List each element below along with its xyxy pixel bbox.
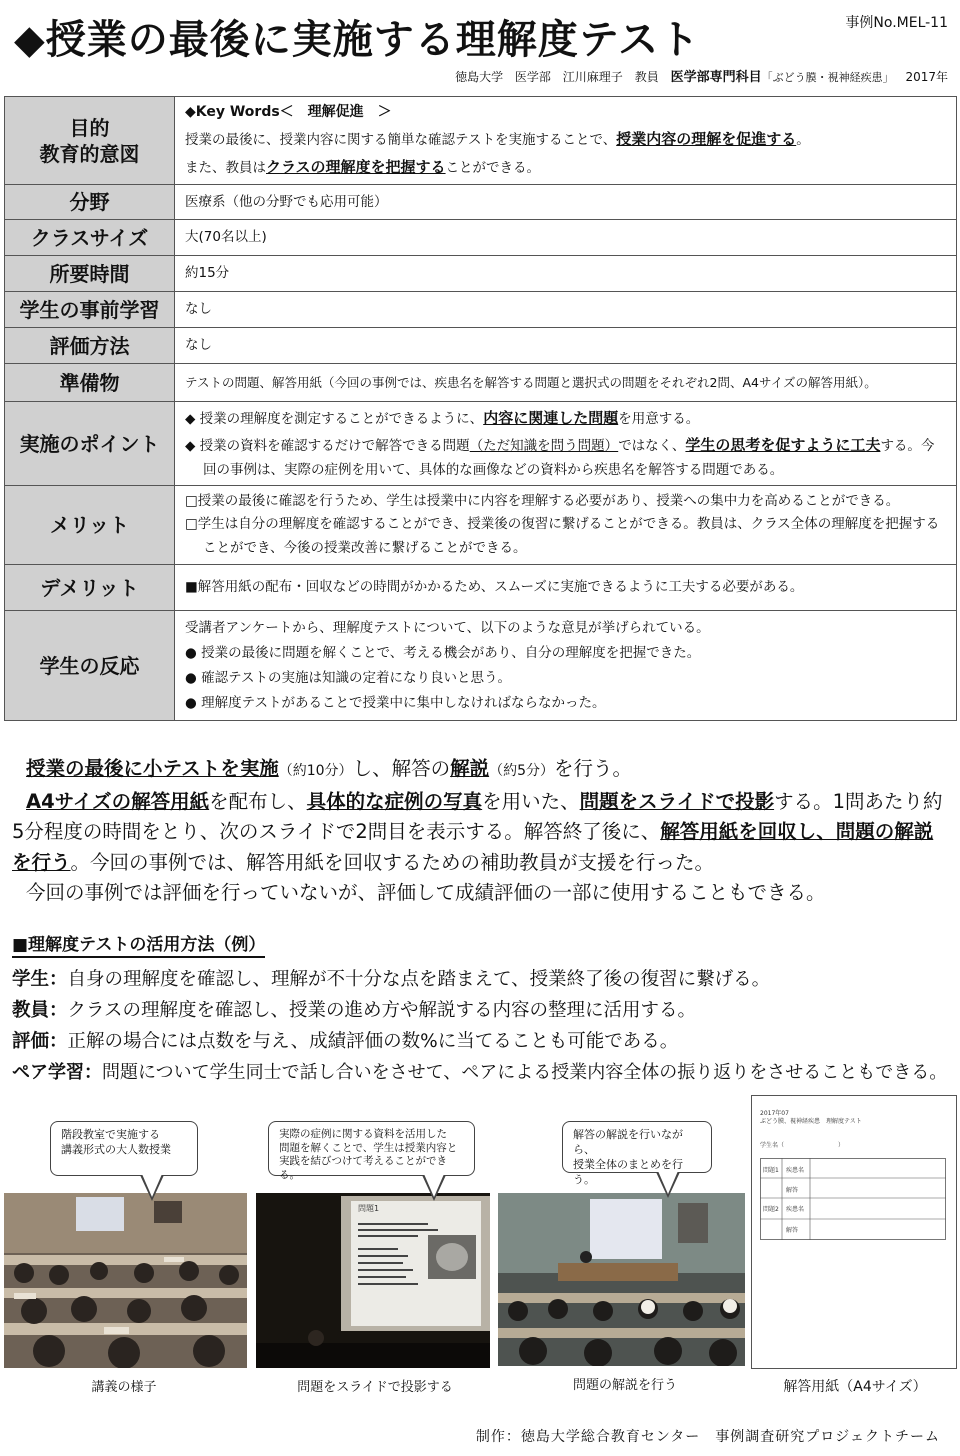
usage-title: ■理解度テストの活用方法（例）	[12, 930, 265, 958]
callout-explanation: 解答の解説を行いながら、 授業全体のまとめを行う。	[562, 1121, 712, 1173]
demerit-value: ■解答用紙の配布・回収などの時間がかかるため、スムーズに実施できるように工夫する必要がある。	[175, 565, 957, 611]
body-text-5: する。1問あたり約5分程度の時間をとり、次のスライドで2問目を表示する。解答終了後に、	[12, 789, 943, 843]
callout-tail	[140, 1175, 164, 1201]
usage-item	[12, 1057, 957, 1088]
point-2-emphasis: 学生の思考を促すように工夫	[685, 436, 881, 455]
keywords: ◆Key Words＜ 理解促進 ＞	[185, 104, 392, 120]
reaction-content	[175, 611, 957, 721]
body-emphasis-6: 解答用紙を回収し、問題の解説を行う	[12, 820, 934, 874]
purpose-text-1: 授業の最後に、授業内容に関する簡単な確認テストを実施することで、	[185, 131, 617, 148]
body-text-4: を用いた、	[482, 789, 580, 813]
time-value: 約15分	[175, 256, 957, 292]
sheet-q1-disease: 疾患名	[786, 1167, 805, 1174]
prep-label: 学生の事前学習	[5, 292, 175, 328]
point-1-text: ◆ 授業の理解度を測定することができるように、	[185, 411, 484, 428]
slide-title: 問題1	[358, 1204, 380, 1213]
class-size-label: クラスサイズ	[5, 220, 175, 256]
callout-slide: 実際の症例に関する資料を活用した 問題を解くことで、学生は授業内容と 実践を結びつけて考えることができる。	[268, 1121, 475, 1176]
body-text-7: 今回の事例では評価を行っていないが、評価して成績評価の一部に使用することもできる。	[26, 881, 826, 904]
author-line	[447, 66, 948, 85]
usage-item	[12, 995, 957, 1026]
overview-table	[4, 96, 957, 721]
footer-credit: 制作：徳島大学総合教育センター 事例調査研究プロジェクトチーム	[475, 1429, 940, 1445]
caption-slide: 問題をスライドで投影する	[297, 1380, 453, 1395]
callout-lecture: 階段教室で実施する 講義形式の大人数授業	[50, 1121, 198, 1176]
point-2-mid: ではなく、	[618, 438, 686, 455]
points-content	[175, 402, 957, 486]
body-emphasis-3: A4サイズの解答用紙	[26, 789, 210, 813]
answer-sheet	[751, 1095, 957, 1369]
point-2-text: ◆ 授業の資料を確認するだけで解答できる問題	[185, 438, 470, 455]
callout-tail	[656, 1172, 680, 1198]
demerit-label: デメリット	[5, 565, 175, 611]
point-2-end: する。今回の事例は、実際の症例を用いて、具体的な画像などの資料から疾患名を解答する問題である。	[203, 438, 935, 478]
callout-tail	[422, 1175, 446, 1201]
purpose-emphasis-2: クラスの理解度を把握する	[266, 157, 446, 176]
body-note-2: （約5分）	[489, 763, 555, 779]
reaction-item-3: ● 理解度テストがあることで授業中に集中しなければならなかった。	[185, 694, 606, 711]
materials-label: 準備物	[5, 364, 175, 402]
field-value: 医療系（他の分野でも応用可能）	[175, 185, 957, 220]
usage-label: 評価：	[12, 1031, 68, 1052]
body-text-6: 。今回の事例では、解答用紙を回収するための補助教員が支援を行った。	[70, 850, 715, 874]
evaluation-label: 評価方法	[5, 328, 175, 364]
year: 2017年	[905, 70, 948, 84]
body-text-2: を行う。	[554, 757, 633, 780]
merit-content	[175, 486, 957, 565]
sheet-q1-answer: 解答	[786, 1187, 799, 1194]
page-title: ◆授業の最後に実施する理解度テスト	[14, 17, 701, 63]
sheet-q2-answer: 解答	[786, 1227, 799, 1234]
usage-label: 教員：	[12, 1000, 68, 1021]
point-1-end: を用意する。	[618, 411, 700, 428]
class-size-value: 大(70名以上)	[175, 220, 957, 256]
body-emphasis-2: 解説	[450, 757, 490, 780]
purpose-content	[175, 97, 957, 185]
usage-section	[12, 930, 957, 1088]
purpose-text-2: また、教員は	[185, 159, 266, 176]
sheet-q2-disease: 疾患名	[786, 1206, 805, 1213]
caption-answer-sheet: 解答用紙（A4サイズ）	[783, 1379, 927, 1395]
sheet-student-name: 学生名（ ）	[760, 1142, 845, 1149]
reaction-item-1: ● 授業の最後に問題を解くことで、考える機会があり、自分の理解度を把握できた。	[185, 644, 701, 661]
slide-projection-photo	[256, 1193, 490, 1368]
usage-item	[12, 964, 957, 995]
caption-lecture: 講義の様子	[91, 1380, 157, 1395]
university: 徳島大学	[455, 70, 504, 84]
usage-text: クラスの理解度を確認し、授業の進め方や解説する内容の整理に活用する。	[67, 1000, 696, 1021]
purpose-emphasis-1: 授業内容の理解を促進する	[616, 129, 797, 148]
purpose-label: 目的 教育的意図	[5, 97, 175, 185]
body-emphasis-4: 具体的な症例の写真	[306, 789, 483, 813]
merit-1: □授業の最後に確認を行うため、学生は授業中に内容を理解する必要があり、授業への集中力を高めることができる。	[185, 492, 900, 509]
usage-label: 学生：	[12, 969, 68, 990]
sheet-header: 2017年07 ぶどう膜、視神経疾患 理解度テスト	[760, 1110, 862, 1126]
reaction-label: 学生の反応	[5, 611, 175, 721]
usage-item	[12, 1026, 957, 1057]
points-label: 実施のポイント	[5, 402, 175, 486]
point-1-emphasis: 内容に関連した問題	[483, 409, 619, 428]
description	[12, 754, 952, 909]
body-text-1: し、解答の	[352, 757, 451, 780]
case-number: 事例No.MEL-11	[845, 15, 948, 31]
usage-label: ペア学習：	[12, 1062, 102, 1083]
department: 医学部専門科目	[670, 70, 762, 85]
prep-value: なし	[175, 292, 957, 328]
evaluation-value: なし	[175, 328, 957, 364]
teacher: 江川麻理子 教員	[562, 70, 659, 84]
body-text-3: を配布し、	[209, 789, 307, 813]
lecture-photo	[4, 1193, 247, 1368]
body-emphasis-5: 問題をスライドで投影	[579, 789, 775, 813]
materials-value: テストの問題、解答用紙（今回の事例では、疾患名を解答する問題と選択式の問題をそれぞれ2問、A4サイズの解答用紙）。	[175, 364, 957, 402]
course-name: 「ぶどう膜・視神経疾患」	[761, 71, 894, 84]
field-label: 分野	[5, 185, 175, 220]
body-emphasis-1: 授業の最後に小テストを実施	[26, 757, 279, 780]
caption-explanation: 問題の解説を行う	[572, 1378, 677, 1393]
time-label: 所要時間	[5, 256, 175, 292]
merit-label: メリット	[5, 486, 175, 565]
explanation-photo	[498, 1193, 745, 1366]
sheet-q2: 問題2	[763, 1206, 779, 1213]
usage-text: 自身の理解度を確認し、理解が不十分な点を踏まえて、授業終了後の復習に繋げる。	[67, 969, 771, 990]
merit-2: □学生は自分の理解度を確認することができ、授業後の復習に繋げることができる。教員は、クラス全体の理解度を把握することができ、今後の授業改善に繋げることができる。	[185, 516, 940, 557]
usage-text: 正解の場合には点数を与え、成績評価の数%に当てることも可能である。	[67, 1031, 679, 1052]
purpose-text-1-end: 。	[796, 131, 810, 148]
reaction-item-2: ● 確認テストの実施は知識の定着になり良いと思う。	[185, 669, 512, 686]
faculty: 医学部	[514, 70, 551, 84]
point-2-note: （ただ知識を問う問題）	[469, 438, 619, 455]
body-note-1: （約10分）	[278, 763, 353, 779]
reaction-intro: 受講者アンケートから、理解度テストについて、以下のような意見が挙げられている。	[185, 619, 710, 636]
sheet-q1: 問題1	[763, 1167, 779, 1174]
usage-text: 問題について学生同士で話し合いをさせて、ペアによる授業内容全体の振り返りをさせることもできる。	[102, 1062, 948, 1083]
purpose-text-2-end: ことができる。	[445, 159, 541, 176]
